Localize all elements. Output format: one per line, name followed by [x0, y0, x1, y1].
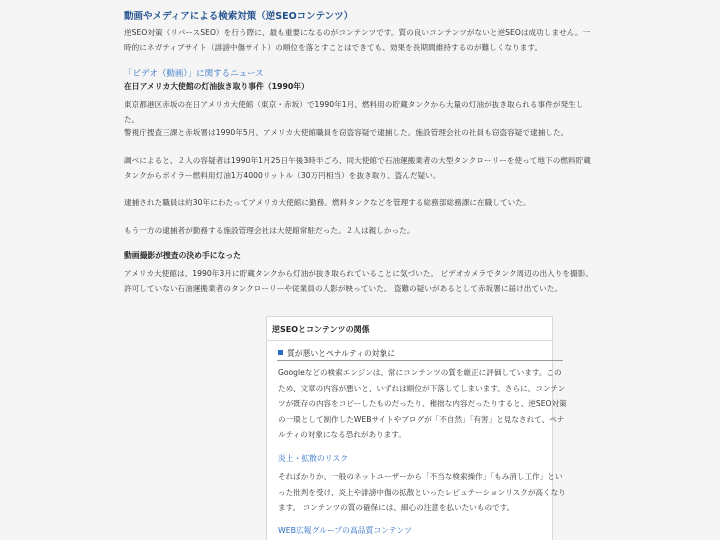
news-paragraph-5: もう一方の逮捕者が勤務する施設管理会社は大使館常駐だった。２人は親しかった。 — [124, 226, 415, 235]
box-subtitle-divider — [277, 360, 563, 361]
news-paragraph-1: 東京都港区赤坂の在日アメリカ大使館（東京・赤坂）で1990年1月、燃料用の貯蔵タンクから大量の灯油が抜き取られる事件が発生した。 — [124, 100, 584, 124]
intro-paragraph: 逆SEO対策（リバースSEO）を行う際に、最も重要になるのがコンテンツです。質の良いコンテンツがないと逆SEOは成功しません。一時的にネガティブサイト（誹謗中傷サイト）の順位を落とすことはできても、効果を長期間維持するのが難しくなります。 — [124, 28, 591, 52]
news-paragraph-2: 警視庁捜査三課と赤坂署は1990年5月、アメリカ大使館職員を窃盗容疑で逮捕した。施設管理会社の社員も窃盗容疑で逮捕した。 — [124, 128, 569, 137]
box-subtitle — [278, 348, 564, 359]
square-bullet-icon — [278, 350, 283, 355]
box-paragraph-1: Googleなどの検索エンジンは、常にコンテンツの質を厳正に評価しています。このため、文章の内容が悪いと、いずれは順位が下落してしまいます。さらに、コンテンツが既存の内容をコピーしたものだったり、稚拙な内容だったりすると、逆SEO対策の一環として制作したWEBサイトやブログが「不自然」「有害」と見なされて、ペナルティの対象になる恐れがあります。 — [278, 368, 567, 439]
box-subtitle-text: 質が悪いとペナルティの対象に — [287, 349, 396, 358]
box-title-divider — [267, 340, 552, 341]
news-subheading: 動画撮影が捜査の決め手になった — [124, 251, 241, 260]
news-heading-link[interactable]: 「ビデオ（動画）」に関するニュース — [124, 69, 264, 79]
box-link-quality-content[interactable]: WEB広報グループの高品質コンテンツ — [278, 526, 412, 535]
news-closing-paragraph: アメリカ大使館は、1990年3月に貯蔵タンクから灯油が抜き取られていることに気づいた。 ビデオカメラでタンク周辺の出入りを撮影。許可していない石油運搬業者のタンクローリーや従業員の人影が映っていた。 盗難の疑いがあるとして赤坂署に届け出ていた。 — [124, 269, 593, 293]
news-paragraph-3: 調べによると、２人の容疑者は1990年1月25日午後3時半ごろ、同大使館で石油運搬業者の大型タンクローリーを使って地下の燃料貯蔵タンクからボイラー燃料用灯油1万4000リットル（30万円相当）を抜き取り、盗んだ疑い。 — [124, 156, 591, 180]
news-paragraph-4: 逮捕された職員は約30年にわたってアメリカ大使館に勤務。燃料タンクなどを管理する総務部総務課に在職していた。 — [124, 198, 531, 207]
box-paragraph-2: そればかりか、一般のネットユーザーから「不当な検索操作」「もみ消し工作」といった批判を受け、炎上や誹謗中傷の拡散といったレピュテーションリスクが高くなります。 コンテンツの質の確保には、細心の注意を払いたいものです。 — [278, 472, 566, 512]
news-title: 在日アメリカ大使館の灯油抜き取り事件（1990年） — [124, 82, 309, 91]
section-title: 動画やメディアによる検索対策（逆SEOコンテンツ） — [124, 11, 354, 22]
side-info-box — [266, 316, 567, 540]
box-link-risk[interactable]: 炎上・拡散のリスク — [278, 454, 349, 463]
box-title: 逆SEOとコンテンツの関係 — [272, 325, 370, 334]
